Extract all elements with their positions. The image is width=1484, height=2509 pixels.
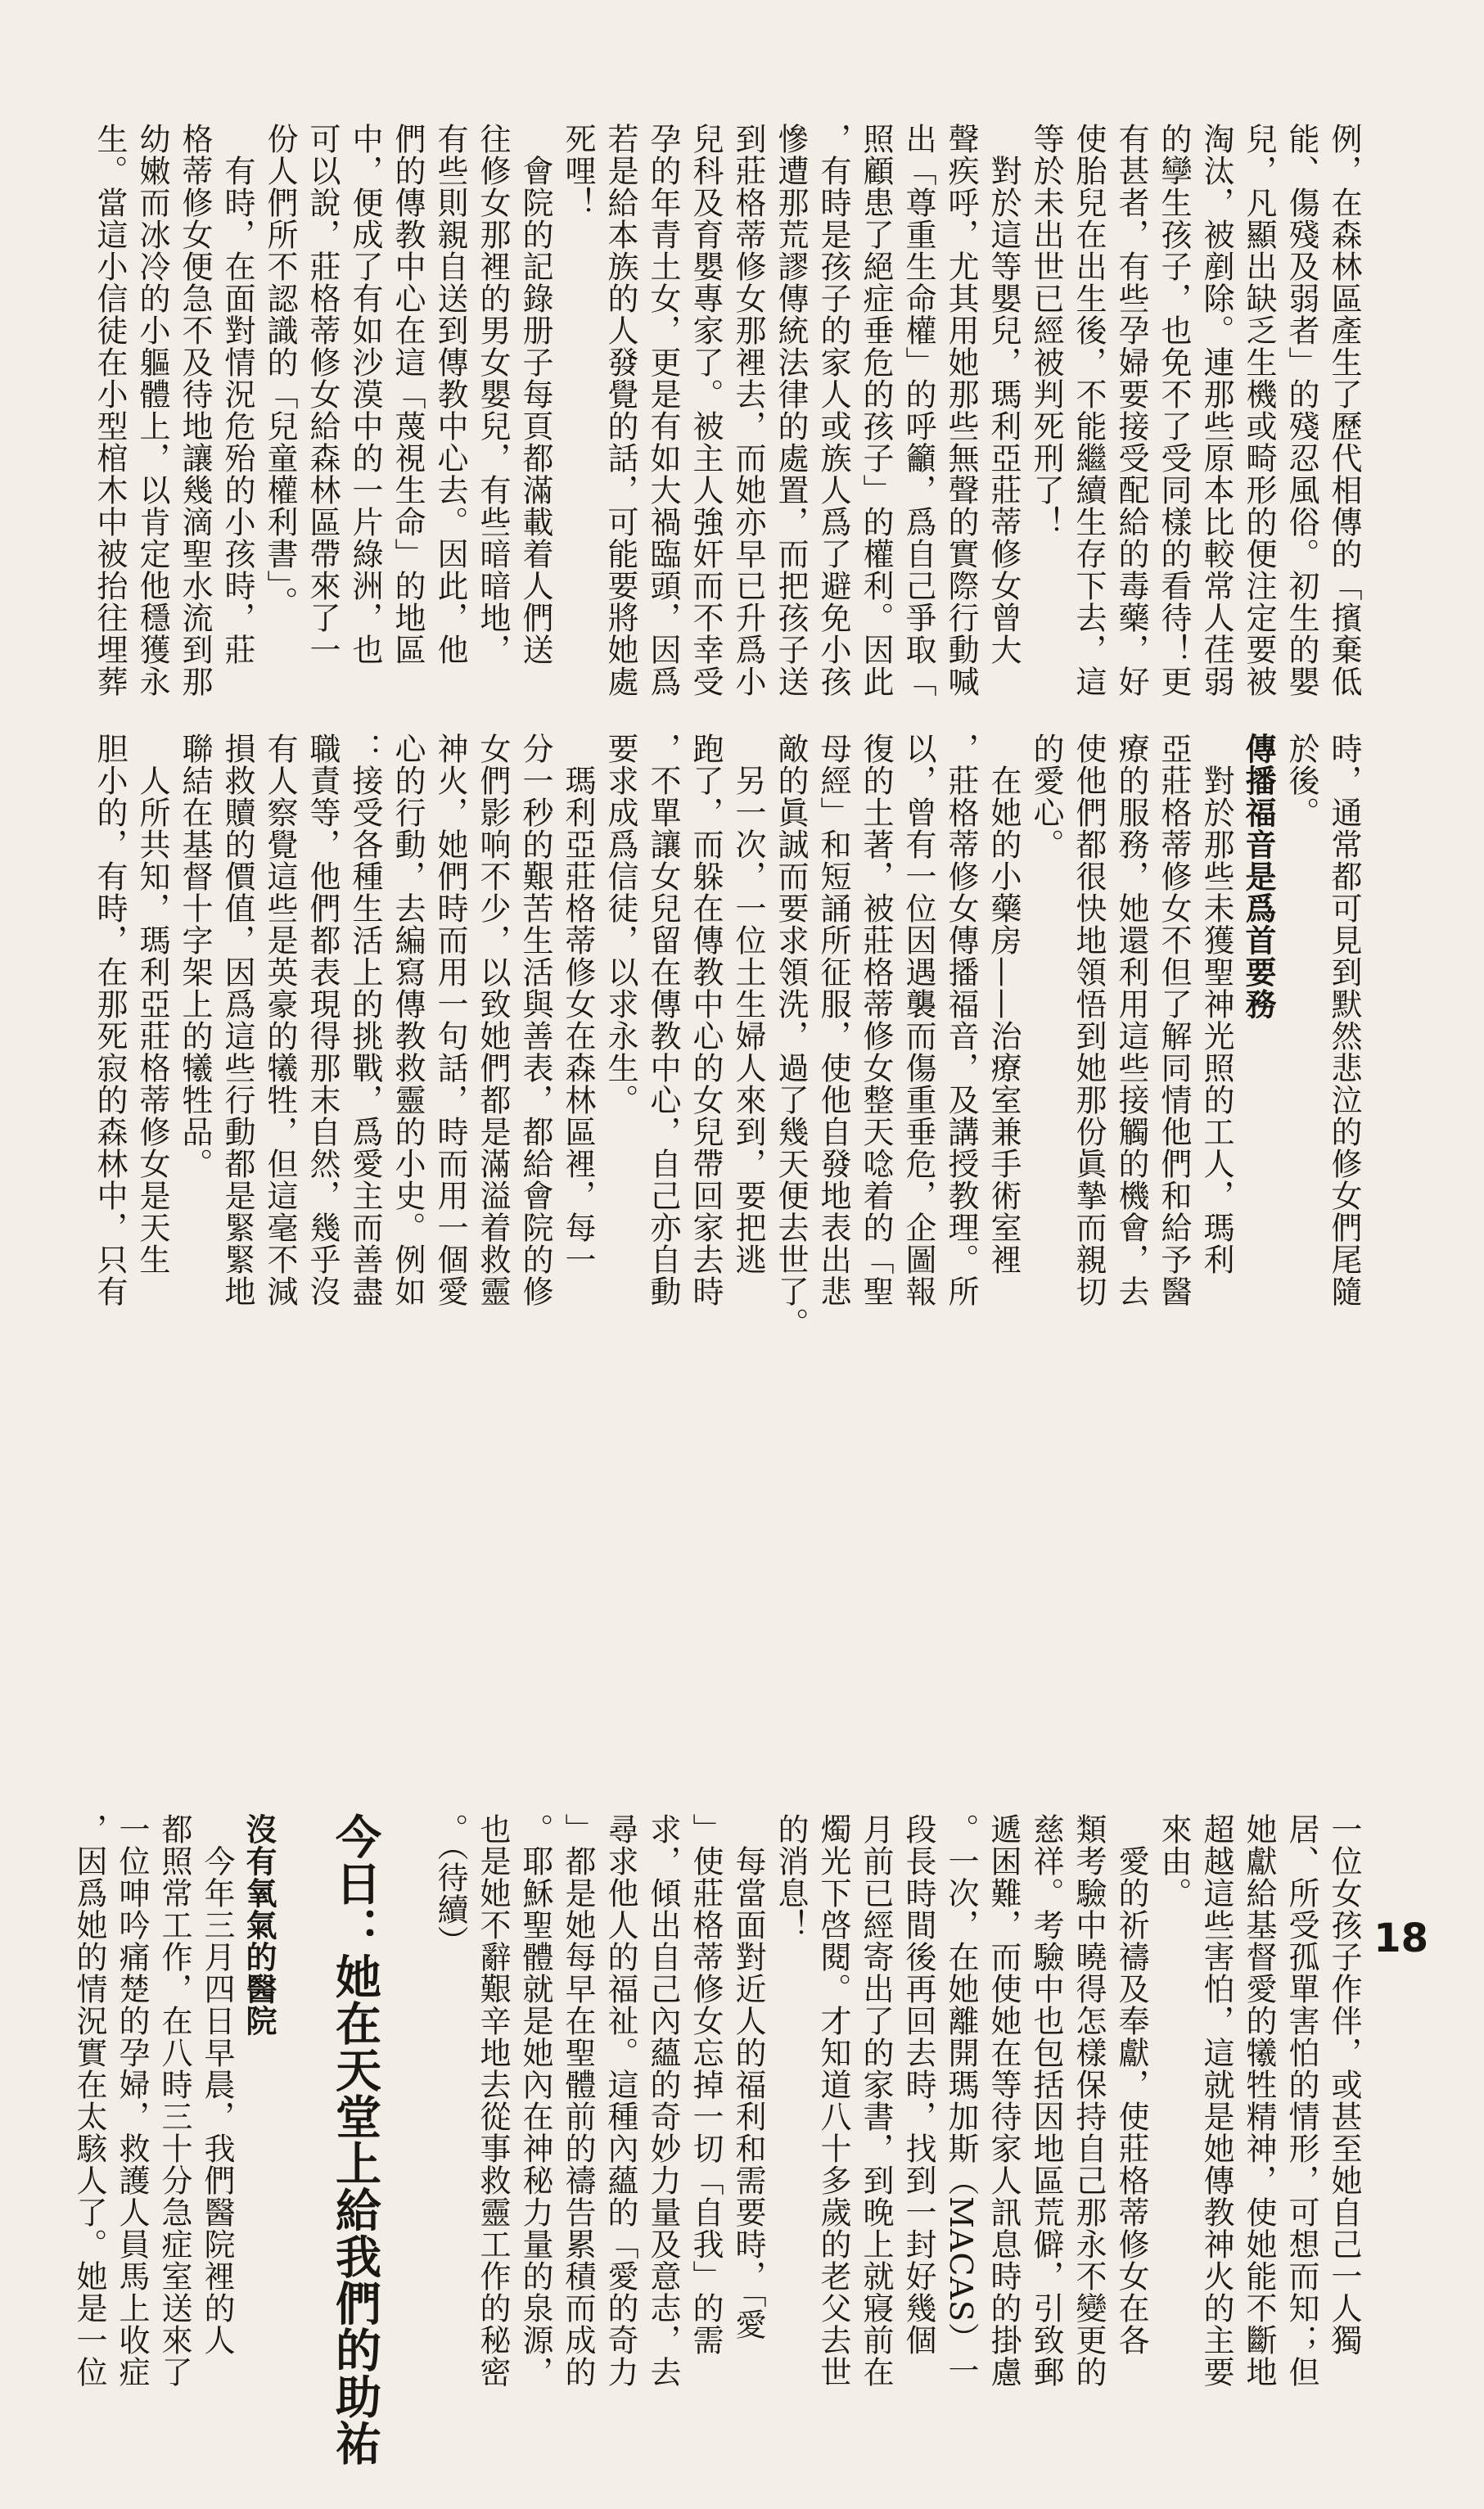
text-column: 時，通常都可見到默然悲泣的修女們尾隨 bbox=[1326, 733, 1362, 1307]
text-column: 可以說，莊格蒂修女給森林區帶來了一 bbox=[304, 123, 341, 666]
text-column: 」都是她每早在聖體前的禱告累積而成的 bbox=[560, 1813, 596, 2388]
text-column: ，有時是孩子的家人或族人爲了避免小孩 bbox=[815, 123, 851, 697]
text-column: 都照常工作，在八時三十分急症室送來了 bbox=[156, 1813, 192, 2388]
text-column: 若是給本族的人發覺的話，可能要將她處 bbox=[602, 123, 638, 697]
text-column: 死哩！ bbox=[560, 123, 596, 219]
text-column: 」使莊格蒂修女忘掉一切「自我」的需 bbox=[688, 1813, 724, 2356]
text-column: 淘汰，被剷除。連那些原本比較常人荏弱 bbox=[1198, 123, 1234, 697]
text-column: 復的土著，被莊格蒂修女整天唸着的「聖 bbox=[858, 733, 894, 1307]
text-column: ：接受各種生活上的挑戰，爲愛主而善盡 bbox=[347, 733, 383, 1307]
text-column: 分一秒的艱苦生活與善表，都給會院的修 bbox=[517, 733, 553, 1307]
article-title: 今日：她在天堂上給我們的助祐 bbox=[328, 1813, 381, 2466]
text-column: 居、所受孤單害怕的情形，可想而知；但 bbox=[1283, 1813, 1319, 2388]
text-column: 每當面對近人的福利和需要時，「愛 bbox=[730, 1813, 766, 2340]
text-column: 們的傳教中心在這「蔑視生命」的地區 bbox=[390, 123, 426, 666]
text-column: 有些則親自送到傳教中心去。因此，他 bbox=[432, 123, 468, 666]
text-column: 一位女孩子作伴，或甚至她自己一人獨 bbox=[1326, 1813, 1362, 2356]
text-column: 愛的祈禱及奉獻，使莊格蒂修女在各 bbox=[1113, 1813, 1149, 2356]
section-heading: 沒有氧氣的醫院 bbox=[241, 1813, 277, 2037]
text-column: 也是她不辭艱辛地去從事救靈工作的秘密 bbox=[475, 1813, 511, 2388]
text-column: 照顧患了絕症垂危的孩子」的權利。因此 bbox=[858, 123, 894, 697]
text-column: 使他們都很快地領悟到她那份眞摯而親切 bbox=[1071, 733, 1107, 1307]
text-column: 聯結在基督十字架上的犧牲品。 bbox=[177, 733, 213, 1180]
text-column: 今年三月四日早晨，我們醫院裡的人 bbox=[199, 1813, 235, 2356]
text-column: 聲疾呼，尤其用她那些無聲的實際行動喊 bbox=[943, 123, 979, 697]
text-column: 人所共知，瑪利亞莊格蒂修女是天生 bbox=[134, 733, 170, 1275]
text-column: 以，曾有一位因遇襲而傷重垂危，企圖報 bbox=[900, 733, 936, 1307]
text-column: 有時，在面對情況危殆的小孩時，莊 bbox=[219, 123, 255, 666]
text-column: 孕的年青土女，更是有如大禍臨頭，因爲 bbox=[645, 123, 681, 697]
text-column: 職責等，他們都表現得那末自然，幾乎沒 bbox=[304, 733, 341, 1307]
text-column: 亞莊格蒂修女不但了解同情他們和給予醫 bbox=[1156, 733, 1192, 1307]
text-column: 兒科及育嬰專家了。被主人強奸而不幸受 bbox=[688, 123, 724, 697]
text-column: 。（待續） bbox=[432, 1813, 468, 1957]
text-column: 格蒂修女便急不及待地讓幾滴聖水流到那 bbox=[177, 123, 213, 697]
text-column: 損救贖的價值，因爲這些行動都是緊緊地 bbox=[219, 733, 255, 1307]
text-column: 超越這些害怕，這就是她傳教神火的主要 bbox=[1198, 1813, 1234, 2388]
text-column: 生。當這小信徒在小型棺木中被抬往埋葬 bbox=[92, 123, 128, 697]
text-column: 療的服務，她還利用這些接觸的機會，去 bbox=[1113, 733, 1149, 1307]
text-column: 她獻給基督愛的犧牲精神，使她能不斷地 bbox=[1241, 1813, 1277, 2388]
text-column: 中，便成了有如沙漠中的一片綠洲，也 bbox=[347, 123, 383, 666]
text-column: 往修女那裡的男女嬰兒，有些暗暗地， bbox=[475, 123, 511, 666]
text-tier-middle bbox=[92, 733, 1362, 1789]
section-heading: 傳播福音是爲首要務 bbox=[1240, 733, 1277, 1020]
text-column: 有人察覺這些是英豪的犧牲，但這毫不減 bbox=[262, 733, 298, 1307]
text-column: 會院的記錄册子每頁都滿載着人們送 bbox=[517, 123, 553, 666]
text-column: 幼嫩而冰冷的小軀體上，以肯定他穩獲永 bbox=[134, 123, 170, 697]
text-column: 在她的小藥房——治療室兼手術室裡 bbox=[986, 733, 1022, 1275]
text-column: 母經」和短誦所征服，使他自發地表出悲 bbox=[815, 733, 851, 1307]
text-column: 要求成爲信徒，以求永生。 bbox=[602, 733, 638, 1116]
text-column: 對於那些未獲聖神光照的工人，瑪利 bbox=[1198, 733, 1234, 1275]
page-number: 18 bbox=[1373, 1916, 1428, 1961]
text-column: 的孿生孩子，也免不了受同樣的看待！更 bbox=[1156, 123, 1192, 697]
text-column: 來由。 bbox=[1156, 1813, 1192, 1909]
text-column: 求，傾出自己內蘊的奇妙力量及意志，去 bbox=[645, 1813, 681, 2388]
text-column: 能、傷殘及弱者」的殘忍風俗。初生的嬰 bbox=[1283, 123, 1319, 697]
text-column: 兒，凡顯出缺乏生機或畸形的便注定要被 bbox=[1241, 123, 1277, 697]
text-column: 慈祥。考驗中也包括因地區荒僻，引致郵 bbox=[1028, 1813, 1064, 2388]
text-column: 的消息！ bbox=[773, 1813, 809, 1941]
text-column: 出「尊重生命權」的呼籲，爲自己爭取「 bbox=[900, 123, 936, 697]
text-column: 瑪利亞莊格蒂修女在森林區裡，每一 bbox=[560, 733, 596, 1275]
text-column: 另一次，一位土生婦人來到，要把逃 bbox=[730, 733, 766, 1275]
text-column: 慘遭那荒謬傳統法律的處置，而把孩子送 bbox=[773, 123, 809, 697]
text-column: 例，在森林區產生了歷代相傳的「擯棄低 bbox=[1326, 123, 1362, 697]
text-column: 神火，她們時而用一句話，時而用一個愛 bbox=[432, 733, 468, 1307]
text-column: 遞困難，而使她在等待家人訊息時的掛慮 bbox=[986, 1813, 1022, 2388]
text-column: 胆小的，有時，在那死寂的森林中，只有 bbox=[92, 733, 128, 1307]
text-column: ，因爲她的情況實在太駭人了。她是一位 bbox=[71, 1813, 107, 2388]
text-column: 燭光下啓閱。才知道八十多歲的老父去世 bbox=[815, 1813, 851, 2388]
text-column: 。一次，在她離開瑪加斯（MACAS）一 bbox=[943, 1813, 979, 2386]
text-column: 女們影响不少，以致她們都是滿溢着救靈 bbox=[475, 733, 511, 1307]
text-column: 的愛心。 bbox=[1028, 733, 1064, 860]
text-column: 尋求他人的福祉。這種內蘊的「愛的奇力 bbox=[602, 1813, 638, 2388]
text-tier-bottom bbox=[71, 1813, 1362, 2509]
text-column: 使胎兒在出生後，不能繼續生存下去，這 bbox=[1071, 123, 1107, 697]
text-column: 月前已經寄出了的家書，到晚上就寢前在 bbox=[858, 1813, 894, 2388]
text-column: 一位呻吟痛楚的孕婦，救護人員馬上收症 bbox=[114, 1813, 150, 2388]
text-column: 有甚者，有些孕婦要接受配給的毒藥，好 bbox=[1113, 123, 1149, 697]
text-column: ，莊格蒂修女傳播福音，及講授教理。所 bbox=[943, 733, 979, 1307]
text-column: 等於未出世已經被判死刑了！ bbox=[1028, 123, 1064, 538]
text-column: ，不單讓女兒留在傳教中心，自己亦自動 bbox=[645, 733, 681, 1307]
text-tier-top bbox=[92, 123, 1362, 704]
text-column: 於後。 bbox=[1283, 733, 1319, 828]
text-column: 對於這等嬰兒，瑪利亞莊蒂修女曾大 bbox=[986, 123, 1022, 666]
text-column: 跑了，而躲在傳教中心的女兒帶回家去時 bbox=[688, 733, 724, 1307]
text-column: 敵的眞誠而要求領洗，過了幾天便去世了。 bbox=[773, 733, 809, 1339]
text-column: 段長時間後再回去時，找到一封好幾個 bbox=[900, 1813, 936, 2356]
text-column: 份人們所不認識的「兒童權利書」。 bbox=[262, 123, 298, 618]
text-column: 類考驗中曉得怎樣保持自己那永不變更的 bbox=[1071, 1813, 1107, 2388]
text-column: 心的行動，去編寫傳教救靈的小史。例如 bbox=[390, 733, 426, 1307]
text-column: 。耶穌聖體就是她內在神秘力量的泉源， bbox=[517, 1813, 553, 2388]
text-column: 到莊格蒂修女那裡去，而她亦早已升爲小 bbox=[730, 123, 766, 697]
